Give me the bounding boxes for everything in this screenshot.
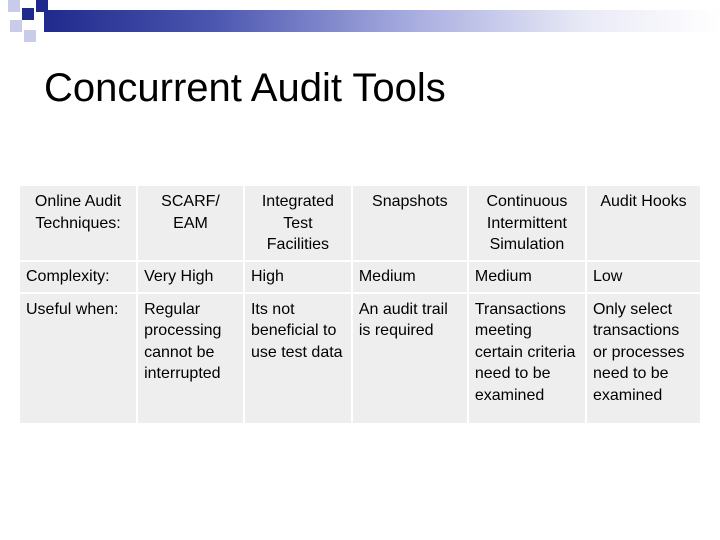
table-cell: Transactions meeting certain criteria need to be examined [469, 294, 585, 423]
table-cell: Regular processing cannot be interrupted [138, 294, 243, 423]
header-cell: Snapshots [353, 186, 467, 260]
header-cell: Integrated Test Facilities [245, 186, 351, 260]
table-cell: High [245, 262, 351, 292]
table-cell: Only select transactions or processes need to be examined [587, 294, 700, 423]
table-cell: Its not beneficial to use test data [245, 294, 351, 423]
table-cell: Medium [353, 262, 467, 292]
header-cell: Online Audit Techniques: [20, 186, 136, 260]
header-cell: Continuous Intermittent Simulation [469, 186, 585, 260]
table-cell: Very High [138, 262, 243, 292]
table-cell: Medium [469, 262, 585, 292]
slide-banner [0, 0, 720, 44]
table-cell: Complexity: [20, 262, 136, 292]
table-row [20, 294, 700, 423]
slide-title: Concurrent Audit Tools [44, 66, 446, 110]
table-cell: Low [587, 262, 700, 292]
banner-square [8, 0, 20, 12]
banner-square [22, 8, 34, 20]
table-header-row [20, 186, 700, 260]
banner-gradient-bar [44, 10, 720, 32]
banner-square [10, 20, 22, 32]
banner-square [24, 30, 36, 42]
table-cell: Useful when: [20, 294, 136, 423]
header-cell: SCARF/ EAM [138, 186, 243, 260]
audit-tools-table [18, 184, 702, 425]
table-cell: An audit trail is required [353, 294, 467, 423]
banner-square [36, 0, 48, 12]
table-row [20, 262, 700, 292]
header-cell: Audit Hooks [587, 186, 700, 260]
